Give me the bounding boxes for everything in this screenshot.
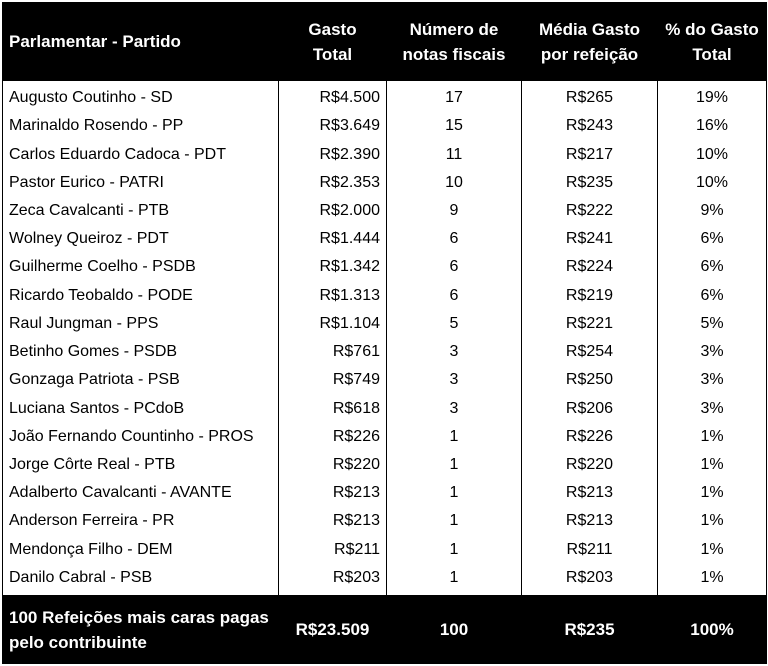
cell-gasto-total: R$1.342 — [279, 253, 387, 281]
cell-gasto-total: R$213 — [279, 479, 387, 507]
cell-notas: 1 — [387, 451, 522, 479]
cell-media: R$213 — [522, 507, 658, 535]
cell-media: R$217 — [522, 140, 658, 168]
total-row — [3, 596, 767, 664]
cell-notas: 9 — [387, 197, 522, 225]
cell-gasto-total: R$1.444 — [279, 225, 387, 253]
cell-gasto-total: R$213 — [279, 507, 387, 535]
cell-percentual: 3% — [658, 338, 767, 366]
table-row — [3, 507, 767, 535]
table-footer — [3, 596, 767, 664]
table-row — [3, 169, 767, 197]
table-row — [3, 451, 767, 479]
cell-notas: 6 — [387, 253, 522, 281]
header-parlamentar-label: Parlamentar - Partido — [9, 32, 181, 51]
cell-percentual: 1% — [658, 423, 767, 451]
cell-media: R$226 — [522, 423, 658, 451]
cell-gasto-total: R$2.353 — [279, 169, 387, 197]
cell-percentual: 1% — [658, 564, 767, 596]
header-media-gasto — [522, 3, 658, 81]
cell-percentual: 1% — [658, 479, 767, 507]
table-row — [3, 479, 767, 507]
header-numero-notas-line1: Número de — [409, 19, 499, 39]
cell-media: R$250 — [522, 366, 658, 394]
cell-parlamentar: Anderson Ferreira - PR — [3, 507, 279, 535]
cell-media: R$254 — [522, 338, 658, 366]
total-gasto: R$23.509 — [279, 596, 387, 664]
header-media-gasto-line2: por refeição — [540, 44, 639, 64]
cell-gasto-total: R$1.104 — [279, 310, 387, 338]
cell-parlamentar: Luciana Santos - PCdoB — [3, 394, 279, 422]
cell-percentual: 16% — [658, 112, 767, 140]
cell-parlamentar: Carlos Eduardo Cadoca - PDT — [3, 140, 279, 168]
cell-parlamentar: Mendonça Filho - DEM — [3, 536, 279, 564]
header-gasto-total-line2: Total — [312, 44, 353, 64]
cell-notas: 10 — [387, 169, 522, 197]
header-gasto-total — [279, 3, 387, 81]
header-numero-notas-line2: notas fiscais — [402, 44, 506, 64]
total-label — [3, 596, 279, 664]
cell-media: R$265 — [522, 81, 658, 113]
cell-media: R$220 — [522, 451, 658, 479]
table-row — [3, 338, 767, 366]
cell-parlamentar: Marinaldo Rosendo - PP — [3, 112, 279, 140]
table-row — [3, 394, 767, 422]
cell-notas: 11 — [387, 140, 522, 168]
cell-percentual: 1% — [658, 451, 767, 479]
cell-percentual: 6% — [658, 282, 767, 310]
cell-parlamentar: Zeca Cavalcanti - PTB — [3, 197, 279, 225]
table-row — [3, 310, 767, 338]
header-parlamentar — [3, 3, 279, 81]
table-row — [3, 253, 767, 281]
cell-gasto-total: R$226 — [279, 423, 387, 451]
cell-media: R$224 — [522, 253, 658, 281]
cell-parlamentar: Betinho Gomes - PSDB — [3, 338, 279, 366]
table-header — [3, 3, 767, 81]
cell-notas: 1 — [387, 479, 522, 507]
total-media: R$235 — [522, 596, 658, 664]
cell-media: R$221 — [522, 310, 658, 338]
cell-notas: 1 — [387, 423, 522, 451]
cell-percentual: 10% — [658, 169, 767, 197]
cell-notas: 3 — [387, 394, 522, 422]
cell-notas: 5 — [387, 310, 522, 338]
cell-notas: 1 — [387, 507, 522, 535]
cell-gasto-total: R$1.313 — [279, 282, 387, 310]
cell-media: R$203 — [522, 564, 658, 596]
cell-parlamentar: Wolney Queiroz - PDT — [3, 225, 279, 253]
header-media-gasto-line1: Média Gasto — [538, 19, 641, 39]
cell-media: R$213 — [522, 479, 658, 507]
cell-gasto-total: R$2.000 — [279, 197, 387, 225]
table-row — [3, 366, 767, 394]
table-row — [3, 423, 767, 451]
cell-gasto-total: R$220 — [279, 451, 387, 479]
cell-gasto-total: R$3.649 — [279, 112, 387, 140]
table-row — [3, 81, 767, 113]
cell-media: R$206 — [522, 394, 658, 422]
cell-notas: 17 — [387, 81, 522, 113]
total-label-line2: pelo contribuinte — [9, 632, 147, 652]
header-numero-notas — [387, 3, 522, 81]
cell-notas: 6 — [387, 282, 522, 310]
cell-percentual: 3% — [658, 366, 767, 394]
cell-parlamentar: Adalberto Cavalcanti - AVANTE — [3, 479, 279, 507]
cell-notas: 3 — [387, 338, 522, 366]
cell-gasto-total: R$749 — [279, 366, 387, 394]
header-percentual-line1: % do Gasto — [665, 19, 759, 39]
cell-media: R$219 — [522, 282, 658, 310]
header-gasto-total-line1: Gasto — [308, 19, 357, 39]
cell-notas: 6 — [387, 225, 522, 253]
cell-notas: 15 — [387, 112, 522, 140]
cell-percentual: 6% — [658, 253, 767, 281]
cell-gasto-total: R$761 — [279, 338, 387, 366]
cell-percentual: 1% — [658, 507, 767, 535]
cell-media: R$241 — [522, 225, 658, 253]
cell-parlamentar: Jorge Côrte Real - PTB — [3, 451, 279, 479]
cell-parlamentar: Augusto Coutinho - SD — [3, 81, 279, 113]
cell-parlamentar: Pastor Eurico - PATRI — [3, 169, 279, 197]
cell-percentual: 1% — [658, 536, 767, 564]
cell-parlamentar: João Fernando Countinho - PROS — [3, 423, 279, 451]
table-row — [3, 564, 767, 596]
cell-percentual: 6% — [658, 225, 767, 253]
table-row — [3, 112, 767, 140]
cell-notas: 1 — [387, 536, 522, 564]
cell-parlamentar: Ricardo Teobaldo - PODE — [3, 282, 279, 310]
cell-gasto-total: R$211 — [279, 536, 387, 564]
cell-notas: 1 — [387, 564, 522, 596]
table-row — [3, 140, 767, 168]
expenses-table — [2, 2, 767, 664]
header-percentual — [658, 3, 767, 81]
cell-parlamentar: Raul Jungman - PPS — [3, 310, 279, 338]
cell-percentual: 5% — [658, 310, 767, 338]
cell-percentual: 10% — [658, 140, 767, 168]
cell-parlamentar: Gonzaga Patriota - PSB — [3, 366, 279, 394]
cell-parlamentar: Danilo Cabral - PSB — [3, 564, 279, 596]
table-row — [3, 282, 767, 310]
cell-gasto-total: R$618 — [279, 394, 387, 422]
cell-percentual: 19% — [658, 81, 767, 113]
table-body — [3, 81, 767, 596]
table-row — [3, 197, 767, 225]
total-label-line1: 100 Refeições mais caras pagas — [9, 607, 269, 627]
header-row — [3, 3, 767, 81]
table-row — [3, 536, 767, 564]
total-percentual: 100% — [658, 596, 767, 664]
cell-percentual: 9% — [658, 197, 767, 225]
cell-parlamentar: Guilherme Coelho - PSDB — [3, 253, 279, 281]
cell-gasto-total: R$4.500 — [279, 81, 387, 113]
cell-media: R$211 — [522, 536, 658, 564]
table-row — [3, 225, 767, 253]
cell-percentual: 3% — [658, 394, 767, 422]
cell-gasto-total: R$203 — [279, 564, 387, 596]
cell-media: R$235 — [522, 169, 658, 197]
cell-media: R$243 — [522, 112, 658, 140]
cell-notas: 3 — [387, 366, 522, 394]
header-percentual-line2: Total — [692, 44, 732, 64]
cell-media: R$222 — [522, 197, 658, 225]
cell-gasto-total: R$2.390 — [279, 140, 387, 168]
total-notas: 100 — [387, 596, 522, 664]
